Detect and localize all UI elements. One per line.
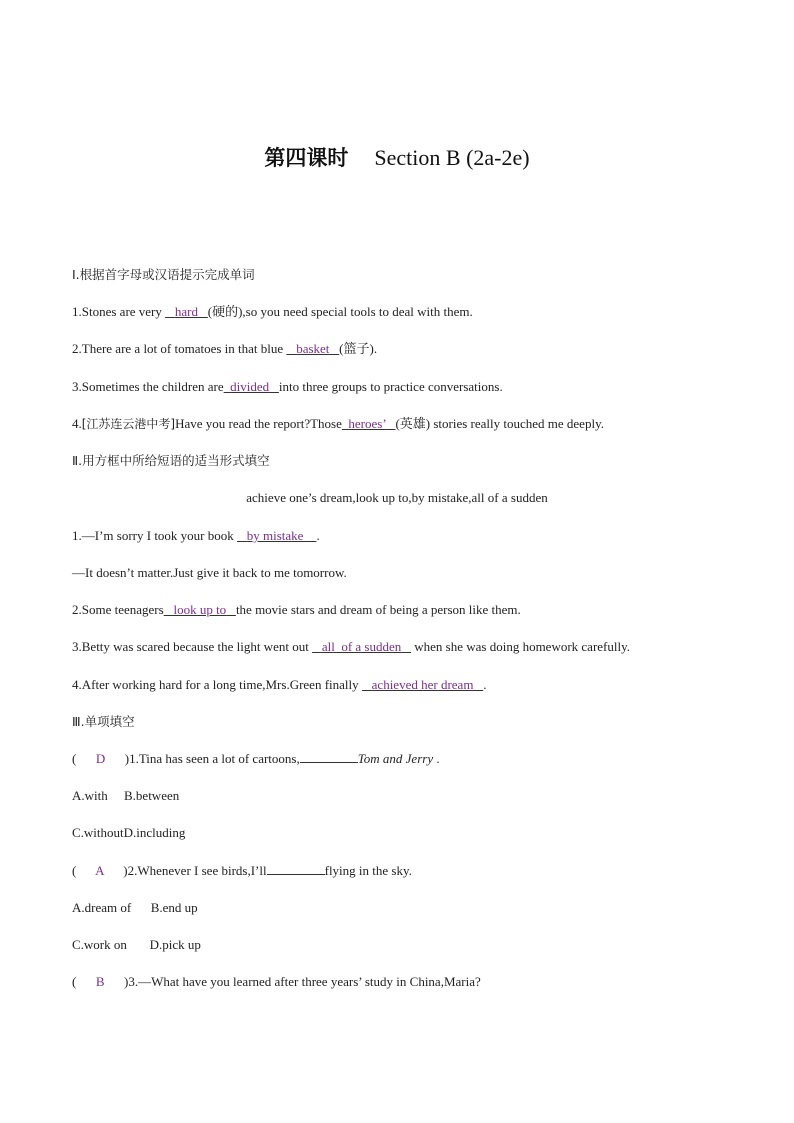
s3-question-1: ( D )1.Tina has seen a lot of cartoons, Tom and Jerry .	[72, 751, 440, 766]
title-english: Section B (2a-2e)	[374, 145, 530, 170]
s3-answer-2: A	[95, 863, 104, 878]
s1-answer-4: heroes’	[348, 416, 386, 431]
s1-answer-3: divided	[230, 379, 270, 394]
phrase-box: achieve one’s dream,look up to,by mistake,all of a sudden	[246, 490, 548, 505]
s2-question-4: 4.After working hard for a long time,Mrs.Green finally achieved her dream .	[72, 677, 487, 692]
s2-question-2: 2.Some teenagers look up to the movie stars and dream of being a person like them.	[72, 602, 521, 617]
s3-answer-3: B	[95, 974, 105, 989]
title-chinese: 第四课时	[264, 146, 349, 170]
s3-q2-options-ab: A.dream of B.end up	[72, 900, 198, 915]
section1-heading: Ⅰ.根据首字母或汉语提示完成单词	[72, 267, 255, 282]
s2-question-1-reply: —It doesn’t matter.Just give it back to me tomorrow.	[72, 565, 347, 580]
s2-answer-3: all of a sudden	[321, 639, 402, 654]
s3-answer-1: D	[95, 751, 106, 766]
s3-blank-1	[300, 751, 358, 763]
s2-answer-1: by mistake	[246, 528, 304, 543]
s1-question-3: 3.Sometimes the children are divided into three groups to practice conversations.	[72, 379, 503, 394]
s2-question-1: 1.—I’m sorry I took your book by mistake .	[72, 528, 320, 543]
s1-question-1: 1.Stones are very hard (硬的),so you need special tools to deal with them.	[72, 304, 473, 319]
s1-question-4: 4.[江苏连云港中考]Have you read the report?Those heroes’ (英雄) stories really touched me deeply.	[72, 416, 604, 431]
s1-question-2: 2.There are a lot of tomatoes in that blue basket (篮子).	[72, 341, 378, 356]
s3-question-3: ( B )3.—What have you learned after three years’ study in China,Maria?	[72, 974, 481, 989]
s3-question-2: ( A )2.Whenever I see birds,I’ll flying in the sky.	[72, 863, 412, 878]
s1-answer-1: hard	[174, 304, 198, 319]
s2-answer-4: achieved her dream	[371, 677, 474, 692]
s3-q1-options-ab: A.with B.between	[72, 788, 180, 803]
s3-q2-options-cd: C.work on D.pick up	[72, 937, 201, 952]
section2-heading: Ⅱ.用方框中所给短语的适当形式填空	[72, 453, 270, 468]
s2-question-3: 3.Betty was scared because the light went out all of a sudden when she was doing homework carefully.	[72, 639, 631, 654]
s3-blank-2	[267, 863, 325, 875]
s3-q1-options-cd: C.withoutD.including	[72, 825, 186, 840]
s1-answer-2: basket	[296, 341, 330, 356]
page-title	[0, 142, 794, 172]
s2-answer-2: look up to	[173, 602, 227, 617]
section3-heading: Ⅲ.单项填空	[72, 714, 135, 729]
